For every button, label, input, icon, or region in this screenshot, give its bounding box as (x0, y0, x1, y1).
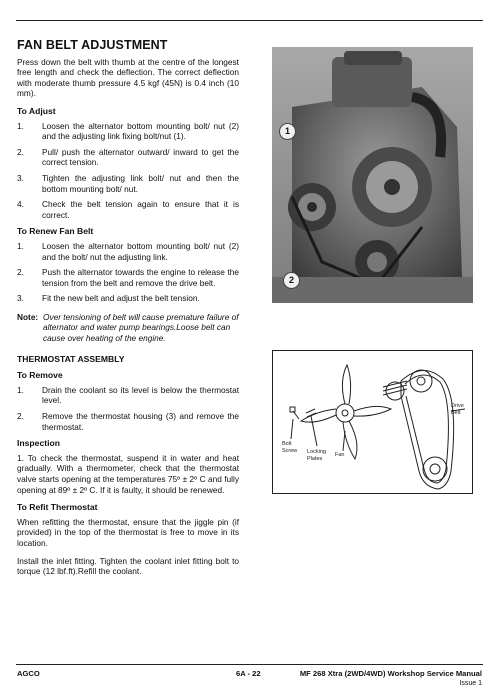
adjust-step (17, 199, 239, 220)
label-line: Locking (307, 449, 326, 455)
label-locking-plates (307, 449, 326, 462)
to-remove-heading: To Remove (17, 370, 63, 381)
remove-step (17, 411, 239, 432)
callout-label: 1 (284, 126, 290, 136)
inspection-text: 1. To check the thermostat, suspend it in water and heat gradually. With a thermometer, check that the thermostat valve starts opening at the temperatures 75º ± 2º C and fully opening at 89º ± 2º C. If it is faulty, it should be renewed. (17, 452, 239, 495)
note-label: Note: (17, 311, 39, 322)
photo-callout-2 (283, 272, 300, 289)
label-line: Plates (307, 455, 323, 462)
footer-page-number: 6A - 22 (236, 669, 261, 678)
footer-manual-title: MF 268 Xtra (2WD/4WD) Workshop Service Manual (299, 669, 482, 678)
engine-photo-art (272, 47, 473, 303)
label-line: Bolt (282, 441, 292, 447)
step-number: 3. (17, 293, 24, 304)
remove-step (17, 385, 239, 406)
renew-step (17, 241, 239, 262)
step-text: Drain the coolant so its level is below the thermostat level. (42, 384, 239, 406)
step-text: Fit the new belt and adjust the belt tension. (42, 293, 200, 304)
label-line: Screw (282, 447, 298, 454)
label-bolt-screw (282, 441, 297, 454)
footer-issue: Issue 1 (459, 680, 482, 687)
step-number: 1. (17, 240, 24, 251)
step-number: 2. (17, 146, 24, 157)
step-number: 3. (17, 172, 24, 183)
adjust-step (17, 121, 239, 142)
step-text: Check the belt tension again to ensure that it is correct. (42, 199, 239, 220)
callout-label: 2 (288, 275, 294, 285)
label-line: Drive (451, 403, 464, 409)
text-column (17, 40, 239, 584)
step-number: 2. (17, 267, 24, 278)
photo-callout-1 (279, 123, 296, 140)
adjust-step (17, 173, 239, 194)
step-text: Remove the thermostat housing (3) and remove the thermostat. (42, 411, 239, 432)
label-line: Belt (451, 409, 461, 416)
renew-belt-heading: To Renew Fan Belt (17, 226, 94, 237)
diagram-art (273, 351, 472, 493)
fan-belt-diagram (272, 350, 473, 494)
footer-brand: AGCO (17, 669, 40, 678)
engine-photo (272, 47, 473, 303)
step-text: Tighten the adjusting link bolt/ nut and then the bottom mounting bolt/ nut. (42, 172, 239, 194)
header-rule (16, 20, 483, 21)
note-block (17, 312, 239, 344)
refit-text: Install the inlet fitting. Tighten the coolant inlet fitting bolt to torque (12 lbf.ft).Refill the coolant. (17, 555, 239, 577)
step-text: Push the alternator towards the engine to release the tension from the belt and remove the drive belt. (42, 267, 239, 288)
footer-rule (16, 664, 483, 665)
label-fan: Fan (335, 452, 345, 458)
step-number: 2. (17, 411, 24, 422)
note-text: Over tensioning of belt will cause premature failure of alternator and water pump bearings.Loose belt can cause over heating of the engine. (43, 311, 239, 344)
refit-heading: To Refit Thermostat (17, 502, 98, 513)
step-text: Loosen the alternator bottom mounting bolt/ nut (2) and the bolt/ nut the adjusting link. (42, 240, 239, 262)
renew-step (17, 293, 239, 304)
intro-paragraph: Press down the belt with thumb at the centre of the longest free length and check the deflection. The correct deflection with moderate thumb pressure 4.5 kgf (45N) is 0.4 inch (10 mm). (17, 56, 239, 99)
step-number: 1. (17, 384, 24, 395)
to-adjust-heading: To Adjust (17, 105, 56, 116)
thermostat-heading: THERMOSTAT ASSEMBLY (17, 353, 125, 364)
renew-step (17, 267, 239, 288)
page-title: FAN BELT ADJUSTMENT (17, 38, 168, 52)
refit-text: When refitting the thermostat, ensure that the jiggle pin (if provided) in the top of the thermostat is free to move in its location. (17, 516, 239, 548)
step-text: Pull/ push the alternator outward/ inward to get the correct tension. (42, 146, 239, 168)
step-text: Loosen the alternator bottom mounting bolt/ nut (2) and the adjusting link fixing bolt/nut (1). (42, 120, 239, 142)
label-drive-belt (451, 403, 464, 416)
step-number: 1. (17, 120, 24, 131)
inspection-heading: Inspection (17, 438, 60, 449)
adjust-step (17, 147, 239, 168)
step-number: 4. (17, 199, 24, 210)
